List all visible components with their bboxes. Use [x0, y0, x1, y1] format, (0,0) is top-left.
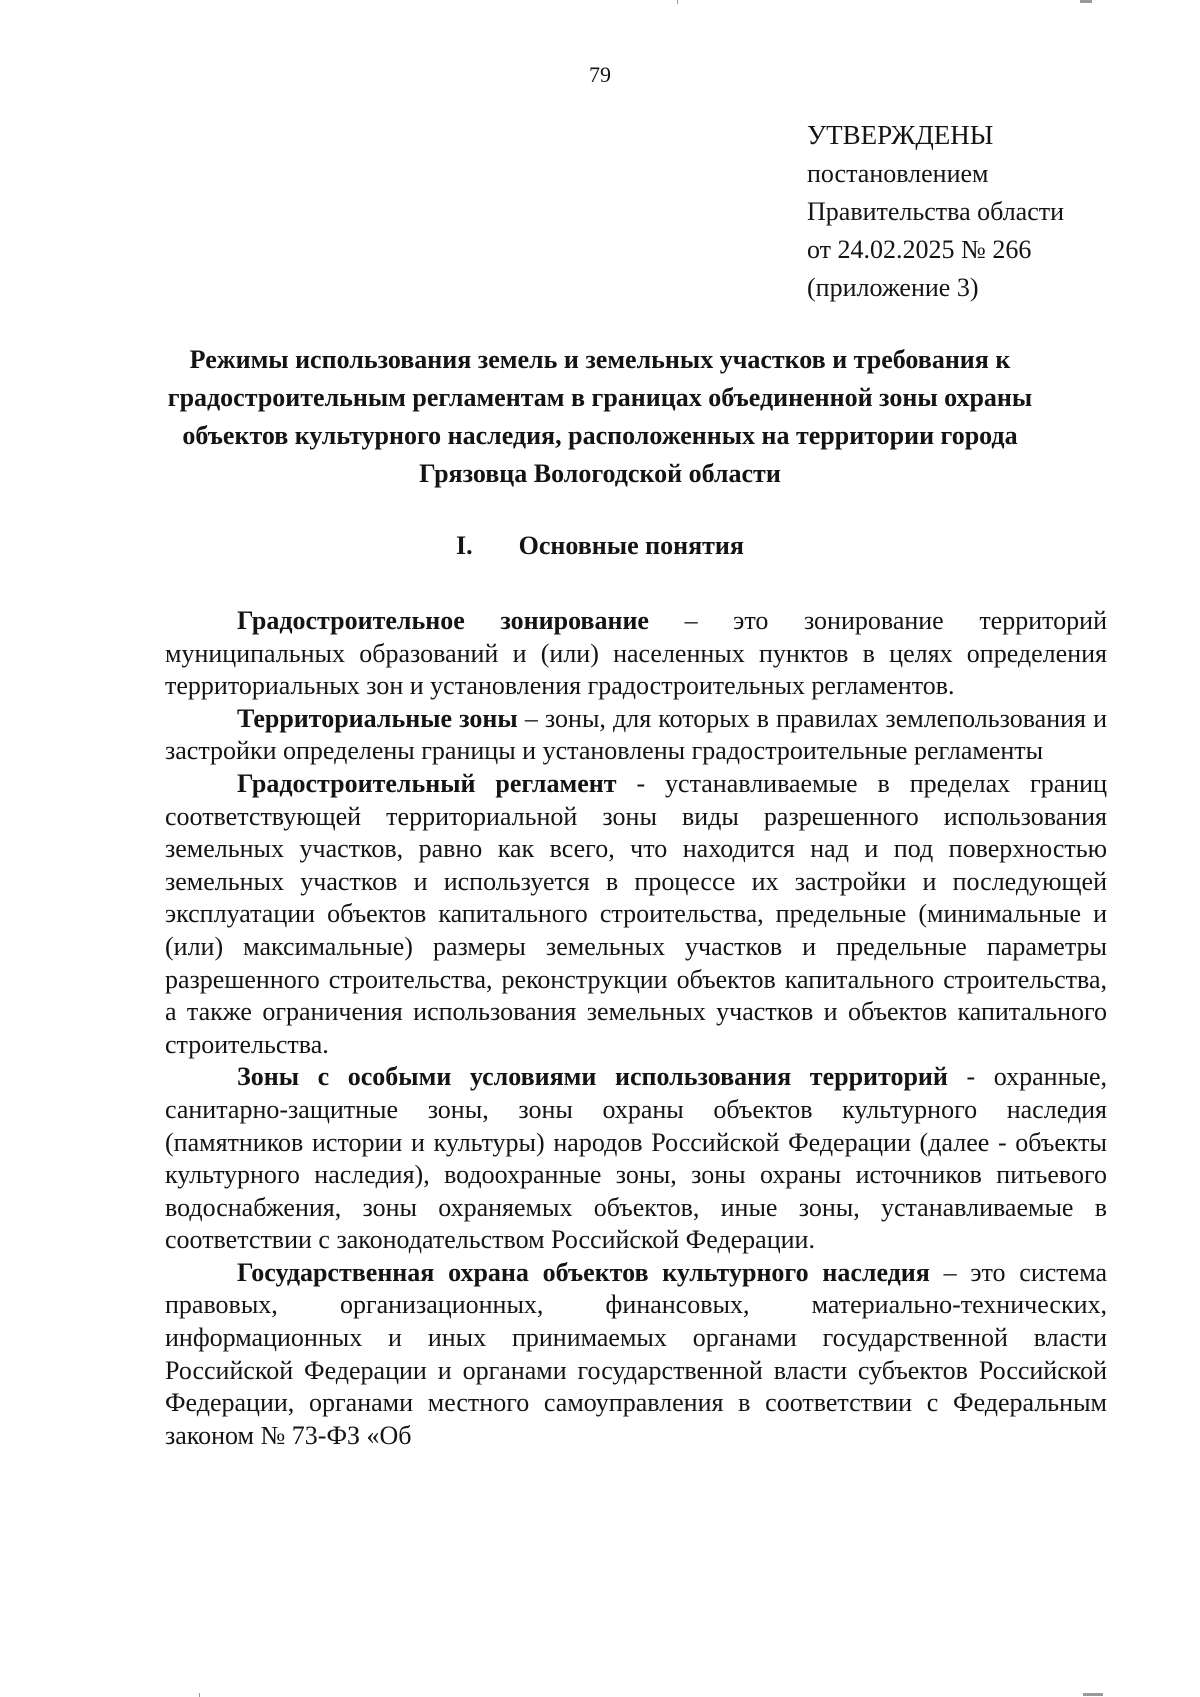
document-body	[165, 605, 1107, 1452]
definition-term: Градостроительное зонирование	[237, 606, 649, 635]
definition-paragraph	[165, 1061, 1107, 1257]
document-title: Режимы использования земель и земельных участков и требования к градостроительным регламентам в границах объединенной зоны охраны объектов культурного наследия, расположенных на территории города Грязовца Вологодской области	[167, 345, 1033, 488]
scan-mark	[1080, 0, 1092, 3]
approval-line: от 24.02.2025 № 266	[807, 235, 1032, 264]
approval-line: (приложение 3)	[807, 273, 979, 302]
definition-text: - устанавливаемые в пределах границ соответствующей территориальной зоны виды разрешенного использования земельных участков, равно как всего, что находится над и под поверхностью земельных участков и используется в процессе их застройки и последующей эксплуатации объектов капитального строительства, предельные (минимальные и (или) максимальные) размеры земельных участков и предельные параметры разрешенного строительства, реконструкции объектов капитального строительства, а также ограничения использования земельных участков и объектов капитального строительства.	[165, 768, 1107, 1059]
definition-text: – это зонирование территорий муниципальных образований и (или) населенных пунктов в целях определения территориальных зон и установления градостроительных регламентов.	[165, 606, 1107, 701]
section-title: Основные понятия	[518, 531, 744, 560]
section-number: I.	[456, 531, 473, 560]
scan-mark	[199, 1693, 200, 1697]
approval-title: УТВЕРЖДЕНЫ	[807, 120, 994, 150]
definition-paragraph	[165, 768, 1107, 1061]
definition-term: Зоны с особыми условиями использования территорий	[237, 1062, 948, 1092]
scan-mark	[1083, 1693, 1103, 1696]
definition-paragraph	[165, 1257, 1107, 1453]
definition-paragraph	[165, 605, 1107, 703]
definition-text: - охранные, санитарно-защитные зоны, зоны охраны объектов культурного наследия (памятников истории и культуры) народов Российской Федерации (далее - объекты культурного наследия), водоохранные зоны, зоны охраны источников питьевого водоснабжения, зоны охраняемых объектов, иные зоны, устанавливаемые в соответствии с законодательством Российской Федерации.	[165, 1062, 1107, 1255]
section-heading	[0, 531, 1200, 561]
definition-text: – зоны, для которых в правилах землепользования и застройки определены границы и установлены градостроительные регламенты	[165, 703, 1107, 766]
definition-paragraph	[165, 703, 1107, 768]
definition-term: Государственная охрана объектов культурного наследия	[237, 1257, 930, 1287]
approval-line: постановлением	[807, 159, 989, 188]
scan-mark	[677, 0, 678, 4]
approval-block	[807, 116, 1064, 307]
approval-line: Правительства области	[807, 197, 1065, 226]
definition-term: Градостроительный регламент	[237, 768, 617, 798]
page-number: 79	[589, 62, 611, 87]
definition-term: Территориальные зоны	[237, 703, 518, 733]
definition-text: – это система правовых, организационных, финансовых, материально-технических, информационных и иных принимаемых органами государственной власти Российской Федерации и органами государственной власти субъектов Российской Федерации, органами местного самоуправления в соответствии с Федеральным законом № 73-ФЗ «Об	[165, 1257, 1108, 1450]
